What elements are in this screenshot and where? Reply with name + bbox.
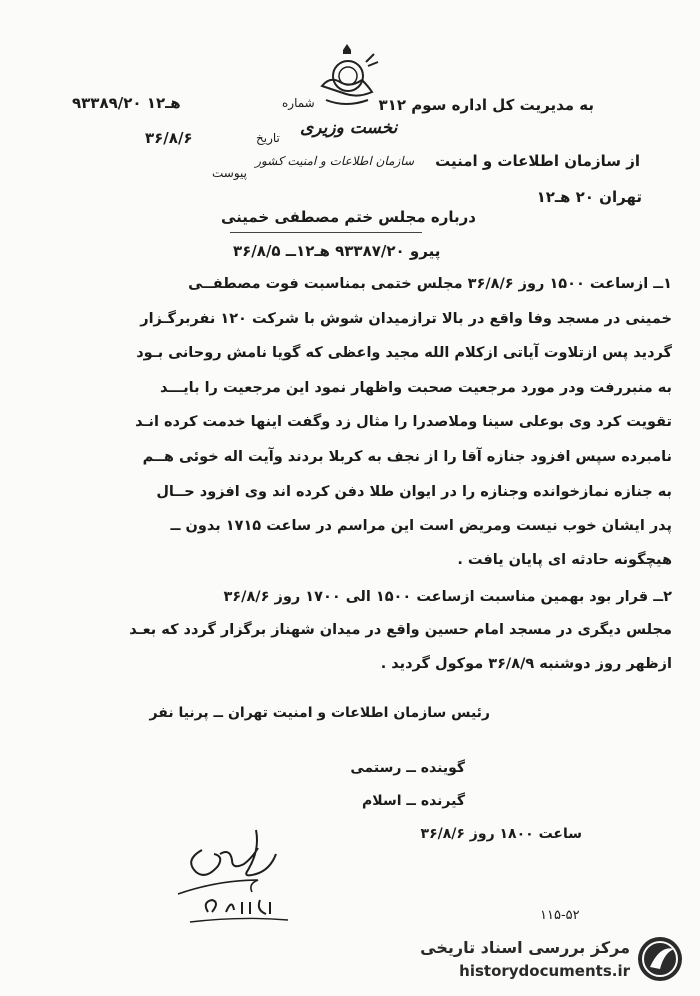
body-line: به منبررفت ودر مورد مرجعیت صحبت واظهار نمود این مرجعیت را بایـــد: [159, 380, 672, 396]
body-line: تقویت کرد وی بوعلی سینا وملاصدرا را مثال زد وگفت اینها خدمت کرده انـد: [135, 414, 672, 430]
addressee-office: به مدیریت کل اداره سوم ۳۱۲: [378, 96, 594, 114]
watermark-url: historydocuments.ir: [459, 962, 630, 980]
body-line: به جنازه نمازخوانده وجنازه را در ایوان طلا دفن کرده اند وی افزود حــال: [156, 484, 672, 500]
time-line: ساعت ۱۸۰۰ روز ۳۶/۸/۶: [420, 826, 582, 842]
lion-and-sun-emblem: [312, 42, 382, 110]
date-label: تاریخ: [256, 131, 280, 145]
sender-org: از سازمان اطلاعات و امنیت: [435, 152, 640, 170]
body-line: خمینی در مسجد وفا واقع در بالا ترازمیدان شوش با شرکت ۱۲۰ نفربرگـزار: [140, 311, 672, 327]
attachment-label: پیوست: [212, 166, 247, 180]
body-line: ازظهر روز دوشنبه ۳۶/۸/۹ موکول گردید .: [380, 656, 672, 672]
body-line: گردید پس ازتلاوت آیاتی ازکلام الله مجید واعظی که گویا نامش روحانی بـود: [136, 345, 672, 361]
speaker-line: گوینده ــ رستمی: [350, 760, 465, 776]
body-line: مجلس دیگری در مسجد امام حسین واقع در میدان شهناز برگزار گردد که بعـد: [129, 622, 672, 638]
letter-number: ۹۳۳۸۹/۲۰ هـ۱۲: [72, 94, 181, 112]
body-line: پدر ایشان خوب نیست ومریض است این مراسم در ساعت ۱۷۱۵ بدون ــ: [170, 518, 672, 534]
body-line: هیچگونه حادثه ای پایان یافت .: [457, 552, 672, 568]
city-reference: تهران ۲۰ هـ۱۲: [536, 188, 642, 206]
subject-underline: [230, 232, 422, 233]
agency-name: سازمان اطلاعات و امنیت کشور: [255, 154, 414, 168]
sender-signature-line: رئیس سازمان اطلاعات و امنیت تهران ــ پرنیا نفر: [149, 705, 490, 721]
handwritten-signature: [172, 820, 302, 930]
document-page-number: ۱۱۵-۵۲: [540, 908, 580, 923]
body-line: ۲ــ قرار بود بهمین مناسبت ازساعت ۱۵۰۰ الی ۱۷۰۰ روز ۳۶/۸/۶: [223, 589, 672, 605]
ministry-title: نخست وزیری: [300, 118, 398, 138]
number-label: شماره: [282, 96, 315, 110]
archive-logo-icon: [636, 935, 684, 983]
receiver-line: گیرنده ــ اسلام: [362, 793, 465, 809]
body-line: ۱ــ ازساعت ۱۵۰۰ روز ۳۶/۸/۶ مجلس ختمی بمناسبت فوت مصطفــی: [188, 276, 672, 292]
follow-up-reference: پیرو ۹۳۳۸۷/۲۰ هـ۱۲ــ ۳۶/۸/۵: [233, 242, 441, 260]
letter-date: ۳۶/۸/۶: [145, 129, 193, 147]
watermark-name: مرکز بررسی اسناد تاریخی: [420, 938, 630, 957]
body-line: نامبرده سپس افزود جنازه آقا را از نجف به کربلا بردند وآیت اله خوئی هــم: [142, 449, 672, 465]
subject-line: درباره مجلس ختم مصطفی خمینی: [220, 208, 476, 226]
